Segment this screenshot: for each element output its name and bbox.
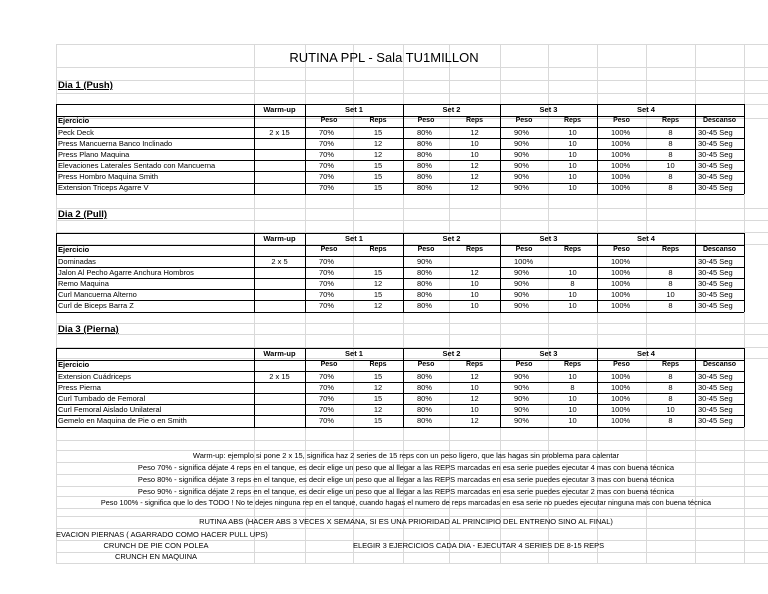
descanso-value: 30-45 Seg (698, 160, 733, 170)
peso-value: 90% (514, 171, 530, 181)
reps-header: Reps (563, 361, 582, 368)
peso-value: 80% (417, 415, 433, 425)
reps-value: 12 (373, 300, 383, 310)
peso-value: 70% (319, 183, 335, 192)
descanso-value: 30-45 Seg (698, 371, 733, 381)
reps-value: 12 (373, 149, 383, 159)
peso-value: 90% (514, 300, 530, 310)
peso-value: 100% (611, 300, 631, 310)
peso-header: Peso (417, 246, 435, 253)
warmup-value: 2 x 5 (271, 256, 288, 266)
exercise-name: Gemelo en Maquina de Pie o en Smith (58, 415, 187, 425)
set2-header: Set 2 (442, 105, 461, 114)
reps-header: Reps (465, 117, 484, 124)
gridline-h (56, 323, 768, 324)
peso-value: 100% (611, 256, 631, 266)
peso-value: 100% (611, 160, 631, 170)
peso-value: 70% (319, 371, 335, 381)
table-border-right (744, 348, 745, 427)
descanso-header: Descanso (702, 361, 737, 368)
peso-value: 70% (319, 289, 335, 299)
reps-value: 10 (568, 371, 577, 381)
exercise-name: Extension Cuádriceps (58, 371, 131, 381)
reps-header: Reps (369, 117, 387, 124)
set3-header: Set 3 (539, 234, 558, 243)
peso-value: 100% (611, 171, 631, 181)
set3-header: Set 3 (539, 349, 558, 358)
descanso-value: 30-45 Seg (698, 415, 733, 425)
peso-value: 100% (611, 415, 631, 425)
warmup-header: Warm-up (263, 105, 296, 114)
descanso-header: Descanso (702, 117, 737, 124)
warmup-header: Warm-up (263, 349, 296, 358)
table-border-bottom (56, 194, 744, 195)
reps-value: 12 (470, 127, 479, 137)
reps-value: 12 (470, 371, 479, 381)
reps-value: 8 (668, 183, 673, 192)
abs-exercise: CRUNCH EN MAQUINA (114, 552, 198, 561)
reps-value: 15 (373, 171, 383, 181)
peso-value: 100% (611, 267, 631, 277)
reps-value: 15 (373, 127, 383, 137)
abs-title: RUTINA ABS (HACER ABS 3 VECES X SEMANA, SI ES UNA PRIORIDAD AL PRINCIPIO DEL ENTRENO SINO AL FINAL) (199, 517, 613, 526)
peso-value: 80% (417, 138, 433, 148)
ejercicio-header: Ejercicio (58, 360, 90, 369)
peso-value: 80% (417, 149, 433, 159)
peso-value: 70% (319, 415, 335, 425)
peso-value: 70% (319, 382, 335, 392)
gridline-h (56, 67, 768, 68)
descanso-value: 30-45 Seg (698, 127, 733, 137)
peso-value: 80% (417, 160, 433, 170)
peso-value: 100% (611, 371, 631, 381)
reps-value: 10 (568, 138, 577, 148)
peso-value: 70% (319, 160, 335, 170)
reps-header: Reps (661, 246, 680, 253)
reps-value: 8 (668, 300, 673, 310)
peso-value: 80% (417, 278, 433, 288)
reps-value: 15 (373, 267, 383, 277)
peso-header: Peso (515, 246, 533, 253)
reps-value: 10 (568, 183, 577, 192)
set1-header: Set 1 (345, 105, 363, 114)
exercise-name: Remo Maquina (58, 278, 109, 288)
reps-value: 8 (668, 267, 673, 277)
reps-value: 10 (568, 300, 577, 310)
peso-header: Peso (613, 361, 630, 368)
peso-value: 100% (611, 127, 631, 137)
day-title: Dia 1 (Push) (58, 80, 113, 91)
peso-header: Peso (515, 361, 533, 368)
peso-value: 90% (514, 138, 530, 148)
reps-value: 8 (668, 138, 673, 148)
peso-value: 80% (417, 267, 433, 277)
table-border-right (744, 233, 745, 312)
reps-value: 12 (470, 267, 479, 277)
peso-value: 90% (514, 371, 530, 381)
reps-value: 12 (470, 183, 479, 192)
legend-note: Warm-up: ejemplo si pone 2 x 15, significa haz 2 series de 15 reps con un peso ligero, que las hagas sin problema para calentar (192, 451, 620, 460)
exercise-name: Dominadas (58, 256, 96, 266)
peso-value: 100% (611, 138, 631, 148)
peso-value: 80% (417, 171, 433, 181)
gridline-h (56, 93, 768, 94)
gridline-h (56, 528, 768, 529)
reps-value: 8 (668, 371, 673, 381)
gridline-h (56, 563, 768, 564)
reps-value: 12 (470, 160, 479, 170)
peso-value: 90% (514, 393, 530, 403)
day-title: Dia 3 (Pierna) (58, 324, 119, 335)
exercise-name: Peck Deck (58, 127, 94, 137)
reps-value: 10 (568, 149, 577, 159)
descanso-value: 30-45 Seg (698, 256, 733, 266)
exercise-name: Press Hombro Maquina Smith (58, 171, 159, 181)
gridline-h (56, 496, 768, 497)
reps-value: 15 (373, 289, 383, 299)
reps-header: Reps (369, 361, 387, 368)
set4-header: Set 4 (637, 349, 655, 358)
reps-value: 10 (666, 404, 675, 414)
exercise-name: Jalon Al Pecho Agarre Anchura Hombros (58, 267, 194, 277)
peso-value: 90% (514, 160, 530, 170)
peso-value: 90% (514, 289, 530, 299)
gridline-h (56, 44, 768, 45)
descanso-value: 30-45 Seg (698, 171, 733, 181)
gridline-h (56, 440, 768, 441)
descanso-value: 30-45 Seg (698, 278, 733, 288)
descanso-value: 30-45 Seg (698, 393, 733, 403)
reps-value: 8 (668, 127, 673, 137)
reps-value: 8 (668, 415, 673, 425)
reps-value: 8 (668, 171, 673, 181)
legend-note: Peso 70% - significa déjate 4 reps en el tanque, es decir elige un peso que al llegar a las REPS marcadas en esa serie puedes ejecutar 4 mas con buena técnica (137, 463, 675, 472)
legend-note: Peso 80% - significa déjate 3 reps en el tanque, es decir elige un peso que al llegar a las REPS marcadas en esa serie puedes ejecutar 3 mas con buena técnica (137, 475, 675, 484)
peso-value: 80% (417, 393, 433, 403)
descanso-value: 30-45 Seg (698, 267, 733, 277)
reps-value: 8 (668, 278, 673, 288)
abs-instruction: ELEGIR 3 EJERCICIOS CADA DIA - EJECUTAR 4 SERIES DE 8-15 REPS (353, 541, 605, 550)
peso-value: 80% (417, 127, 433, 137)
reps-value: 12 (470, 393, 479, 403)
exercise-name: Curl Femoral Aislado Unilateral (58, 404, 162, 414)
peso-header: Peso (320, 361, 338, 368)
exercise-name: Curl Mancuerna Alterno (58, 289, 137, 299)
set2-header: Set 2 (442, 349, 461, 358)
gridline-h (56, 220, 768, 221)
peso-value: 100% (611, 393, 631, 403)
peso-value: 70% (319, 149, 335, 159)
reps-value: 12 (373, 138, 383, 148)
reps-value: 15 (373, 183, 383, 192)
exercise-name: Extension Triceps Agarre V (58, 183, 149, 192)
reps-value: 12 (373, 404, 383, 414)
peso-value: 90% (514, 404, 530, 414)
peso-value: 70% (319, 300, 335, 310)
abs-exercise: EVACION PIERNAS ( AGARRADO COMO HACER PULL UPS) (56, 530, 268, 539)
peso-value: 100% (514, 256, 534, 266)
peso-value: 100% (611, 289, 631, 299)
peso-value: 90% (514, 183, 530, 192)
peso-header: Peso (320, 246, 338, 253)
reps-value: 10 (470, 138, 479, 148)
descanso-value: 30-45 Seg (698, 138, 733, 148)
descanso-value: 30-45 Seg (698, 289, 733, 299)
set3-header: Set 3 (539, 105, 558, 114)
reps-value: 12 (373, 278, 383, 288)
reps-value: 10 (470, 278, 479, 288)
set1-header: Set 1 (345, 234, 363, 243)
peso-header: Peso (613, 117, 630, 124)
reps-value: 15 (373, 371, 383, 381)
reps-value: 8 (570, 382, 575, 392)
reps-value: 10 (666, 160, 675, 170)
peso-value: 70% (319, 267, 335, 277)
reps-header: Reps (563, 117, 582, 124)
warmup-value: 2 x 15 (269, 371, 290, 381)
reps-value: 10 (470, 382, 479, 392)
peso-value: 90% (417, 256, 433, 266)
peso-value: 90% (514, 382, 530, 392)
reps-value: 15 (373, 393, 383, 403)
page-title: RUTINA PPL - Sala TU1MILLON (289, 50, 479, 65)
peso-value: 80% (417, 382, 433, 392)
reps-value: 10 (568, 393, 577, 403)
peso-value: 80% (417, 404, 433, 414)
reps-value: 10 (568, 160, 577, 170)
peso-value: 80% (417, 289, 433, 299)
table-border-bottom (56, 427, 744, 428)
peso-header: Peso (613, 246, 630, 253)
table-border-right (744, 104, 745, 194)
legend-note: Peso 90% - significa déjate 2 reps en el tanque, es decir elige un peso que al llegar a las REPS marcadas en esa serie puedes ejecutar 2 mas con buena técnica (137, 487, 675, 496)
reps-header: Reps (661, 361, 680, 368)
reps-value: 10 (666, 289, 675, 299)
set4-header: Set 4 (637, 105, 655, 114)
legend-note: Peso 100% - significa que lo des TODO ! No te dejes ninguna rep en el tanque, cuando hagas el numero de reps marcadas en esa serie no puedes ejecutar ninguna mas con buena técnica (100, 498, 712, 507)
warmup-header: Warm-up (263, 234, 296, 243)
reps-header: Reps (465, 246, 484, 253)
peso-value: 90% (514, 127, 530, 137)
peso-value: 100% (611, 382, 631, 392)
set2-header: Set 2 (442, 234, 461, 243)
reps-value: 10 (470, 404, 479, 414)
set4-header: Set 4 (637, 234, 655, 243)
table-border-bottom (56, 312, 744, 313)
peso-value: 90% (514, 149, 530, 159)
reps-value: 8 (570, 278, 575, 288)
peso-value: 70% (319, 393, 335, 403)
peso-value: 70% (319, 127, 335, 137)
peso-value: 80% (417, 371, 433, 381)
peso-value: 90% (514, 278, 530, 288)
reps-value: 8 (668, 382, 673, 392)
gridline-h (56, 80, 768, 81)
reps-value: 10 (470, 300, 479, 310)
reps-value: 15 (373, 415, 383, 425)
peso-value: 70% (319, 404, 335, 414)
peso-header: Peso (417, 361, 435, 368)
reps-value: 10 (568, 171, 577, 181)
peso-value: 100% (611, 404, 631, 414)
reps-header: Reps (563, 246, 582, 253)
exercise-name: Press Mancuerna Banco Inclinado (58, 138, 173, 148)
set1-header: Set 1 (345, 349, 363, 358)
peso-value: 100% (611, 149, 631, 159)
warmup-value: 2 x 15 (269, 127, 290, 137)
reps-value: 12 (373, 382, 383, 392)
exercise-name: Press Plano Maquina (58, 149, 130, 159)
peso-header: Peso (417, 117, 435, 124)
descanso-header: Descanso (702, 246, 737, 253)
exercise-name: Press Pierna (58, 382, 101, 392)
descanso-value: 30-45 Seg (698, 149, 733, 159)
reps-header: Reps (661, 117, 680, 124)
peso-value: 70% (319, 171, 335, 181)
exercise-name: Elevaciones Laterales Sentado con Mancuerna (58, 160, 216, 170)
peso-value: 80% (417, 300, 433, 310)
reps-value: 10 (568, 289, 577, 299)
ejercicio-header: Ejercicio (58, 116, 90, 125)
descanso-value: 30-45 Seg (698, 300, 733, 310)
reps-value: 10 (568, 127, 577, 137)
gridline-h (56, 208, 768, 209)
peso-value: 70% (319, 278, 335, 288)
peso-value: 70% (319, 138, 335, 148)
reps-value: 10 (470, 149, 479, 159)
reps-value: 12 (470, 415, 479, 425)
reps-value: 10 (568, 415, 577, 425)
descanso-value: 30-45 Seg (698, 382, 733, 392)
reps-value: 15 (373, 160, 383, 170)
reps-value: 10 (470, 289, 479, 299)
peso-value: 90% (514, 267, 530, 277)
reps-value: 8 (668, 149, 673, 159)
exercise-name: Curl Tumbado de Femoral (58, 393, 146, 403)
descanso-value: 30-45 Seg (698, 183, 733, 192)
peso-value: 90% (514, 415, 530, 425)
reps-value: 12 (470, 171, 479, 181)
day-title: Dia 2 (Pull) (58, 209, 108, 220)
reps-header: Reps (465, 361, 484, 368)
reps-value: 10 (568, 404, 577, 414)
peso-value: 70% (319, 256, 335, 266)
peso-header: Peso (515, 117, 533, 124)
abs-exercise: CRUNCH DE PIE CON POLEA (103, 541, 209, 550)
exercise-name: Curl de Biceps Barra Z (58, 300, 134, 310)
gridline-h (56, 508, 768, 509)
reps-value: 8 (668, 393, 673, 403)
ejercicio-header: Ejercicio (58, 245, 90, 254)
descanso-value: 30-45 Seg (698, 404, 733, 414)
peso-header: Peso (320, 117, 338, 124)
reps-value: 10 (568, 267, 577, 277)
peso-value: 100% (611, 278, 631, 288)
peso-value: 100% (611, 183, 631, 192)
peso-value: 80% (417, 183, 433, 192)
gridline-h (56, 334, 768, 335)
reps-header: Reps (369, 246, 387, 253)
